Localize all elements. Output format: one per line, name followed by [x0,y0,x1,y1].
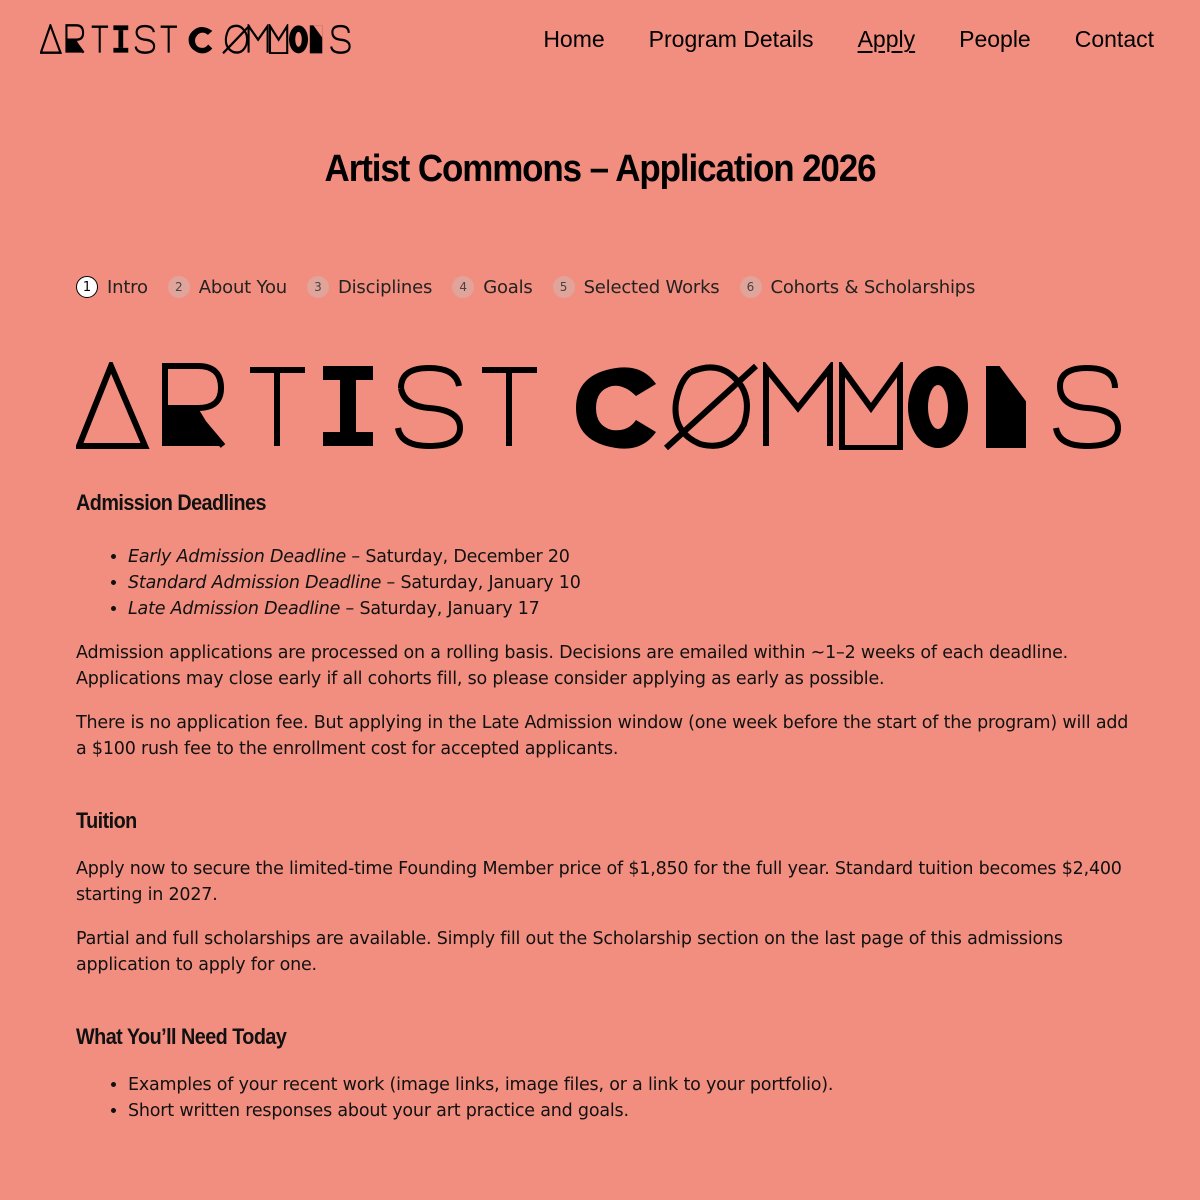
nav-home[interactable]: Home [543,26,605,52]
step-label: Intro [107,276,148,298]
paragraph: Admission applications are processed on a rolling basis. Decisions are emailed within ~1–2 weeks of each deadline. Applications may close early if all cohorts fill, so please consider applying as early as possible. [76,643,1069,689]
paragraph: There is no application fee. But applying in the Late Admission window (one week before the start of the program) will add a $100 rush fee to the enrollment cost for accepted applicants. [76,713,1129,759]
deadline-date: – Saturday, January 17 [340,599,540,619]
step-label: Goals [483,276,533,298]
nav-program-details[interactable]: Program Details [648,26,814,52]
step-intro[interactable] [76,276,148,298]
step-number: 5 [553,276,575,298]
list-item: • Short written responses about your art practice and goals. [128,1098,1136,1124]
deadline-name: Early Admission Deadline [128,547,347,567]
list-item [128,596,1136,622]
step-label: Cohorts & Scholarships [770,276,976,298]
step-label: Disciplines [337,276,433,298]
main-content [76,488,1136,1124]
nav-contact[interactable]: Contact [1074,26,1154,52]
tuition-heading: Tuition [76,808,137,833]
step-disciplines[interactable] [307,276,432,298]
list-item: • Examples of your recent work (image links, image files, or a link to your portfolio). [128,1072,1136,1098]
needs-list [76,1072,1136,1124]
step-goals[interactable] [452,276,532,298]
banner-logo [76,362,1126,450]
paragraph: Apply now to secure the limited-time Founding Member price of $1,850 for the full year. Standard tuition becomes $2,400 starting in 2027. [76,859,1122,905]
step-number: 4 [452,276,474,298]
site-header [0,0,1200,80]
step-number: 2 [168,276,190,298]
deadline-name: Late Admission Deadline [128,599,341,619]
admission-deadlines-heading: Admission Deadlines [76,490,266,515]
step-label: About You [198,276,287,298]
step-label: Selected Works [583,276,720,298]
list-item [128,544,1136,570]
application-steps [76,276,995,298]
page-title: Artist Commons – Application 2026 [324,148,876,190]
step-number: 1 [76,276,98,298]
deadline-date: – Saturday, January 10 [381,573,581,593]
deadlines-list [76,544,1136,622]
step-number: 6 [740,276,762,298]
step-selected-works[interactable] [553,276,720,298]
deadline-date: – Saturday, December 20 [346,547,570,567]
step-number: 3 [307,276,329,298]
nav-apply[interactable]: Apply [857,26,916,52]
nav-people[interactable]: People [959,26,1031,52]
site-logo[interactable] [40,24,352,54]
deadline-name: Standard Admission Deadline [128,573,382,593]
paragraph: Partial and full scholarships are available. Simply fill out the Scholarship section on the last page of this admissions application to apply for one. [76,929,1063,975]
needs-heading: What You’ll Need Today [76,1024,287,1049]
main-nav [543,25,1154,53]
list-item [128,570,1136,596]
step-about-you[interactable] [168,276,287,298]
step-cohorts-scholarships[interactable] [740,276,976,298]
